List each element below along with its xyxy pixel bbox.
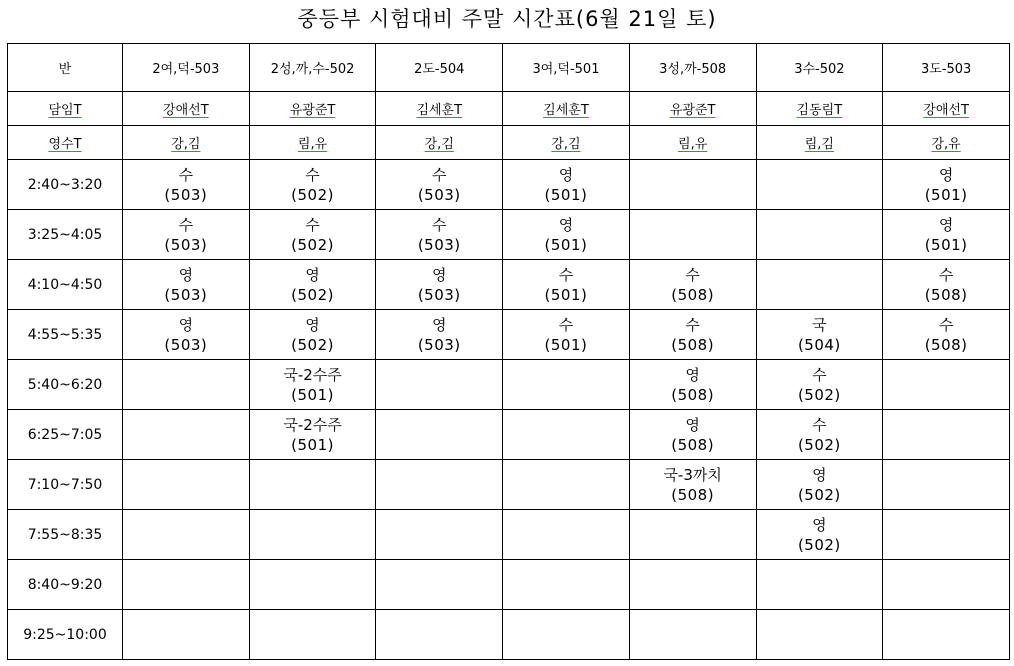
schedule-cell (376, 160, 503, 210)
time-slot-label: 4:55~5:35 (8, 310, 123, 360)
time-slot-row (8, 210, 1010, 260)
subject-label: 국-3까치 (663, 465, 722, 484)
subject-label: 영 (558, 215, 574, 234)
schedule-entry (376, 315, 502, 355)
room-label: (503) (164, 185, 208, 204)
schedule-cell (756, 560, 883, 610)
class-header: 3성,까-508 (629, 44, 756, 92)
time-slot-row (8, 560, 1010, 610)
schedule-cell (756, 310, 883, 360)
schedule-entry (630, 465, 756, 505)
class-header: 3수-502 (756, 44, 883, 92)
schedule-entry (503, 165, 629, 205)
time-slot-row (8, 360, 1010, 410)
subject-label: 국-2수주 (283, 415, 342, 434)
subject-label: 수 (178, 215, 194, 234)
room-label: (508) (671, 285, 715, 304)
room-label: (503) (417, 285, 461, 304)
subject-teacher: 강,김 (376, 126, 503, 160)
schedule-entry (376, 215, 502, 255)
subject-teacher: 강,김 (123, 126, 250, 160)
subject-label: 수 (305, 165, 320, 184)
subject-teacher: 강,유 (883, 126, 1010, 160)
class-header: 2도-504 (376, 44, 503, 92)
schedule-cell (503, 460, 630, 510)
timetable (7, 43, 1010, 660)
homeroom-teacher: 강애선T (123, 92, 250, 126)
subject-teacher-label: 영수T (8, 126, 123, 160)
subject-label: 수 (685, 315, 700, 334)
schedule-cell (123, 310, 250, 360)
schedule-cell (503, 510, 630, 560)
homeroom-teacher: 김세훈T (503, 92, 630, 126)
schedule-cell (756, 210, 883, 260)
schedule-cell (376, 610, 503, 660)
room-label: (508) (671, 335, 715, 354)
schedule-cell (629, 260, 756, 310)
schedule-entry (123, 165, 249, 205)
schedule-cell (123, 210, 250, 260)
schedule-cell (629, 410, 756, 460)
time-slot-label: 8:40~9:20 (8, 560, 123, 610)
room-label: (504) (797, 335, 841, 354)
schedule-entry (503, 215, 629, 255)
schedule-cell (249, 610, 376, 660)
schedule-cell (883, 260, 1010, 310)
homeroom-teacher: 유광준T (249, 92, 376, 126)
room-label: (501) (924, 235, 968, 254)
schedule-cell (503, 310, 630, 360)
schedule-entry (757, 415, 883, 455)
subject-label: 수 (812, 415, 827, 434)
schedule-cell (883, 510, 1010, 560)
schedule-entry (123, 315, 249, 355)
subject-label: 영 (432, 265, 447, 284)
room-label: (501) (544, 185, 588, 204)
schedule-cell (883, 210, 1010, 260)
subject-label: 국-2수주 (283, 365, 342, 384)
time-slot-label: 5:40~6:20 (8, 360, 123, 410)
subject-label: 영 (558, 165, 574, 184)
schedule-cell (249, 210, 376, 260)
room-label: (501) (924, 185, 968, 204)
schedule-entry (503, 315, 629, 355)
room-label: (508) (671, 385, 715, 404)
schedule-cell (123, 460, 250, 510)
time-slot-label: 9:25~10:00 (8, 610, 123, 660)
subject-label: 영 (178, 315, 194, 334)
schedule-entry (376, 265, 502, 305)
schedule-cell (756, 260, 883, 310)
room-label: (508) (924, 285, 968, 304)
schedule-entry (250, 165, 376, 205)
subject-teacher: 림,유 (629, 126, 756, 160)
room-label: (501) (544, 235, 588, 254)
room-label: (508) (671, 435, 715, 454)
schedule-cell (503, 360, 630, 410)
schedule-cell (756, 610, 883, 660)
schedule-cell (883, 160, 1010, 210)
schedule-cell (756, 360, 883, 410)
schedule-entry (883, 315, 1009, 355)
time-slot-row (8, 410, 1010, 460)
schedule-cell (756, 160, 883, 210)
class-header: 2여,덕-503 (123, 44, 250, 92)
schedule-cell (756, 460, 883, 510)
room-label: (502) (291, 285, 334, 304)
schedule-cell (629, 310, 756, 360)
schedule-cell (503, 210, 630, 260)
time-slot-label: 6:25~7:05 (8, 410, 123, 460)
subject-label: 수 (178, 165, 194, 184)
room-label: (501) (291, 435, 334, 454)
subject-label: 수 (938, 315, 954, 334)
schedule-entry (503, 265, 629, 305)
subject-label: 국 (812, 315, 827, 334)
schedule-cell (123, 160, 250, 210)
schedule-cell (123, 260, 250, 310)
room-label: (503) (164, 335, 208, 354)
subject-label: 수 (432, 215, 447, 234)
subject-label: 영 (685, 415, 700, 434)
homeroom-teacher: 김세훈T (376, 92, 503, 126)
room-label: (503) (417, 335, 461, 354)
time-slot-label: 7:10~7:50 (8, 460, 123, 510)
schedule-cell (883, 610, 1010, 660)
subject-label: 영 (938, 165, 954, 184)
homeroom-label: 담임T (8, 92, 123, 126)
subject-label: 수 (305, 215, 320, 234)
schedule-entry (883, 165, 1009, 205)
subject-label: 영 (812, 515, 827, 534)
schedule-cell (376, 310, 503, 360)
subject-label: 영 (938, 215, 954, 234)
subject-teacher-row (8, 126, 1010, 160)
time-slot-row (8, 310, 1010, 360)
time-slot-row (8, 610, 1010, 660)
homeroom-teacher: 김동림T (756, 92, 883, 126)
schedule-cell (249, 310, 376, 360)
schedule-entry (883, 215, 1009, 255)
subject-label: 영 (685, 365, 700, 384)
schedule-cell (376, 360, 503, 410)
schedule-entry (123, 265, 249, 305)
schedule-cell (883, 310, 1010, 360)
schedule-entry (630, 415, 756, 455)
schedule-cell (883, 460, 1010, 510)
room-label: (502) (291, 185, 334, 204)
room-label: (503) (164, 235, 208, 254)
schedule-entry (123, 215, 249, 255)
schedule-cell (883, 360, 1010, 410)
schedule-cell (123, 410, 250, 460)
schedule-cell (376, 510, 503, 560)
schedule-cell (883, 560, 1010, 610)
schedule-cell (756, 510, 883, 560)
homeroom-teacher: 강애선T (883, 92, 1010, 126)
subject-label: 영 (432, 315, 447, 334)
schedule-cell (503, 160, 630, 210)
schedule-cell (376, 460, 503, 510)
schedule-cell (629, 210, 756, 260)
time-slot-label: 7:55~8:35 (8, 510, 123, 560)
schedule-entry (757, 515, 883, 555)
room-label: (502) (797, 535, 841, 554)
homeroom-row (8, 92, 1010, 126)
schedule-cell (249, 460, 376, 510)
schedule-cell (376, 210, 503, 260)
subject-teacher: 림,유 (249, 126, 376, 160)
schedule-cell (376, 260, 503, 310)
room-label: (502) (291, 335, 334, 354)
class-header-row (8, 44, 1010, 92)
schedule-cell (629, 610, 756, 660)
schedule-cell (249, 160, 376, 210)
schedule-cell (249, 510, 376, 560)
schedule-cell (883, 410, 1010, 460)
schedule-cell (756, 410, 883, 460)
room-label: (502) (291, 235, 334, 254)
schedule-cell (503, 610, 630, 660)
room-label: (503) (417, 185, 461, 204)
subject-label: 영 (305, 315, 320, 334)
schedule-cell (629, 460, 756, 510)
schedule-entry (630, 365, 756, 405)
room-label: (502) (797, 435, 841, 454)
room-label: (501) (291, 385, 334, 404)
schedule-entry (250, 365, 376, 405)
schedule-cell (629, 360, 756, 410)
schedule-cell (503, 410, 630, 460)
schedule-entry (376, 165, 502, 205)
schedule-cell (249, 360, 376, 410)
schedule-entry (250, 265, 376, 305)
subject-teacher: 림,김 (756, 126, 883, 160)
schedule-cell (503, 560, 630, 610)
schedule-cell (249, 560, 376, 610)
room-label: (502) (797, 385, 841, 404)
subject-label: 수 (558, 315, 574, 334)
class-header: 3도-503 (883, 44, 1010, 92)
schedule-cell (123, 510, 250, 560)
schedule-entry (757, 465, 883, 505)
schedule-entry (250, 315, 376, 355)
schedule-cell (249, 410, 376, 460)
subject-label: 수 (938, 265, 954, 284)
room-label: (501) (544, 335, 588, 354)
schedule-cell (123, 360, 250, 410)
schedule-entry (757, 365, 883, 405)
schedule-cell (376, 560, 503, 610)
class-header: 3여,덕-501 (503, 44, 630, 92)
time-slot-label: 3:25~4:05 (8, 210, 123, 260)
homeroom-teacher: 유광준T (629, 92, 756, 126)
time-slot-label: 4:10~4:50 (8, 260, 123, 310)
schedule-entry (883, 265, 1009, 305)
subject-label: 수 (558, 265, 574, 284)
time-slot-row (8, 160, 1010, 210)
room-label: (508) (671, 485, 715, 504)
room-label: (503) (417, 235, 461, 254)
schedule-cell (629, 160, 756, 210)
schedule-cell (629, 510, 756, 560)
subject-label: 영 (305, 265, 320, 284)
schedule-cell (629, 560, 756, 610)
schedule-entry (757, 315, 883, 355)
schedule-cell (123, 560, 250, 610)
schedule-entry (250, 415, 376, 455)
room-label: (503) (164, 285, 208, 304)
subject-label: 수 (432, 165, 447, 184)
subject-label: 수 (685, 265, 700, 284)
subject-label: 수 (812, 365, 827, 384)
time-slot-row (8, 510, 1010, 560)
class-header: 2성,까,수-502 (249, 44, 376, 92)
schedule-cell (376, 410, 503, 460)
time-slot-row (8, 260, 1010, 310)
schedule-cell (249, 260, 376, 310)
time-slot-row (8, 460, 1010, 510)
page-title: 중등부 시험대비 주말 시간표(6월 21일 토) (297, 7, 717, 31)
room-label: (501) (544, 285, 588, 304)
subject-label: 영 (812, 465, 827, 484)
timetable-body (8, 44, 1010, 660)
schedule-cell (503, 260, 630, 310)
schedule-entry (630, 315, 756, 355)
schedule-entry (250, 215, 376, 255)
room-label: (502) (797, 485, 841, 504)
time-slot-label: 2:40~3:20 (8, 160, 123, 210)
class-header-label: 반 (8, 44, 123, 92)
room-label: (508) (924, 335, 968, 354)
schedule-entry (630, 265, 756, 305)
schedule-cell (123, 610, 250, 660)
subject-teacher: 강,김 (503, 126, 630, 160)
subject-label: 영 (178, 265, 194, 284)
